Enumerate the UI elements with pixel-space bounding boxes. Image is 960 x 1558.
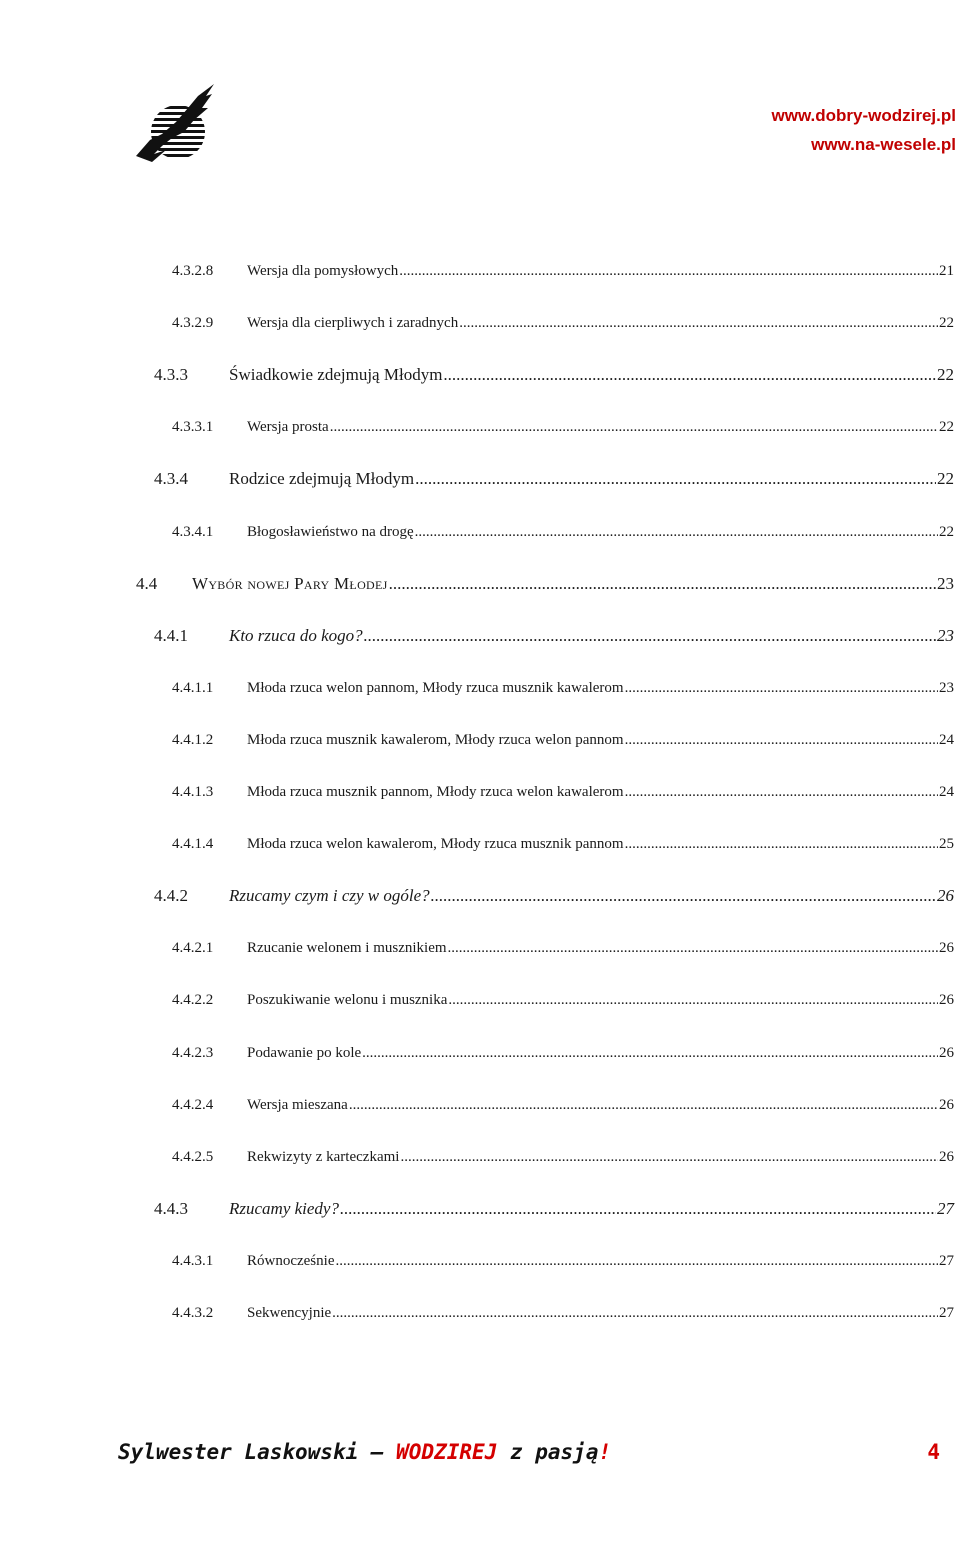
toc-entry-title: Młoda rzuca welon pannom, Młody rzuca musznik kawalerom [247, 679, 624, 696]
toc-dot-leader [362, 1042, 938, 1064]
toc-entry[interactable] [172, 521, 954, 543]
toc-entry-page: 22 [937, 469, 954, 489]
toc-entry-number: 4.4 [136, 573, 158, 593]
toc-entry-page: 24 [939, 784, 954, 800]
toc-entry-title: Młoda rzuca musznik pannom, Młody rzuca welon kawalerom [247, 784, 624, 800]
toc-entry-number: 4.3.3 [154, 365, 188, 385]
toc-dot-leader [332, 1302, 938, 1324]
toc-entry-page: 23 [939, 679, 954, 696]
toc-dot-leader [389, 573, 936, 595]
toc-dot-leader [349, 1094, 938, 1116]
toc-dot-leader [364, 625, 936, 647]
toc-entry[interactable] [172, 1302, 954, 1324]
toc-entry-number: 4.4.3 [154, 1198, 188, 1218]
toc-entry-number: 4.4.3.2 [172, 1305, 214, 1321]
toc-entry-title: Rzucanie welonem i musznikiem [247, 940, 447, 957]
toc-dot-leader [400, 1146, 938, 1168]
toc-entry-number: 4.4.3.1 [172, 1252, 214, 1269]
toc-entry[interactable] [154, 1198, 954, 1220]
toc-entry-page: 26 [939, 1148, 954, 1165]
toc-entry-page: 21 [939, 263, 954, 279]
toc-entry[interactable] [172, 1250, 954, 1272]
toc-entry-title: Wersja dla cierpliwych i zaradnych [247, 315, 459, 332]
toc-entry-number: 4.3.2.9 [172, 315, 214, 332]
toc-entry[interactable] [172, 1042, 954, 1064]
toc-entry-title: Rzucamy czym i czy w ogóle? [229, 886, 430, 906]
toc-entry-title: Kto rzuca do kogo? [229, 625, 363, 645]
toc-entry-title: Wersja mieszana [247, 1096, 348, 1113]
toc-entry-number: 4.4.1.2 [172, 731, 214, 748]
toc-entry-title: Podawanie po kole [247, 1044, 362, 1061]
footer-author: Sylwester Laskowski – [118, 1440, 397, 1464]
toc-dot-leader [625, 677, 938, 699]
toc-dot-leader [448, 937, 938, 959]
toc-entry-title: Poszukiwanie welonu i musznika [247, 992, 448, 1009]
toc-entry[interactable] [172, 937, 954, 959]
toc-entry-page: 22 [939, 419, 954, 436]
toc-entry[interactable] [172, 416, 954, 438]
toc-entry-page: 24 [939, 731, 954, 748]
toc-dot-leader [415, 468, 936, 490]
toc-entry[interactable] [154, 625, 954, 647]
toc-dot-leader [625, 781, 938, 803]
toc-entry-title: Błogosławieństwo na drogę [247, 523, 414, 540]
toc-entry-page: 26 [937, 886, 954, 906]
toc-entry[interactable] [172, 260, 954, 282]
toc-entry-page: 26 [939, 940, 954, 957]
toc-dot-leader [340, 1198, 936, 1220]
toc-entry[interactable] [172, 1146, 954, 1168]
toc-entry[interactable] [172, 833, 954, 855]
toc-dot-leader [448, 989, 938, 1011]
toc-entry-number: 4.4.2.5 [172, 1148, 214, 1165]
toc-entry-number: 4.3.2.8 [172, 263, 214, 279]
toc-entry-number: 4.4.2.2 [172, 992, 214, 1009]
toc-entry-number: 4.3.3.1 [172, 419, 214, 436]
header-site-links [772, 101, 957, 159]
toc-entry[interactable] [172, 1094, 954, 1116]
toc-entry[interactable] [172, 989, 954, 1011]
toc-entry-number: 4.3.4 [154, 469, 188, 489]
toc-entry-page: 23 [937, 625, 954, 645]
toc-dot-leader [443, 364, 936, 386]
site-link-na-wesele[interactable]: www.na-wesele.pl [811, 135, 956, 154]
toc-entry-title: Rodzice zdejmują Młodym [229, 469, 415, 489]
toc-dot-leader [415, 521, 938, 543]
footer-exclamation: ! [598, 1440, 612, 1464]
toc-entry-page: 22 [939, 523, 954, 540]
footer-signature [118, 1440, 611, 1464]
toc-entry-page: 23 [937, 573, 954, 593]
toc-entry-page: 26 [939, 992, 954, 1009]
toc-entry[interactable] [154, 364, 954, 386]
toc-entry-number: 4.4.1 [154, 625, 188, 645]
toc-entry[interactable] [172, 729, 954, 751]
toc-entry-page: 26 [939, 1096, 954, 1113]
toc-entry-number: 4.3.4.1 [172, 523, 214, 540]
footer-brand: WODZIREJ [396, 1440, 498, 1464]
toc-entry-number: 4.4.2 [154, 886, 188, 906]
toc-dot-leader [330, 416, 938, 438]
toc-entry-title: Młoda rzuca welon kawalerom, Młody rzuca musznik pannom [247, 836, 624, 853]
toc-entry-title: Świadkowie zdejmują Młodym [229, 365, 443, 385]
toc-entry-number: 4.4.1.4 [172, 836, 214, 853]
footer-tagline: z pasją [497, 1440, 599, 1464]
toc-entry-page: 27 [939, 1305, 954, 1321]
toc-entry-title: Sekwencyjnie [247, 1305, 332, 1321]
toc-entry-title: Wybór nowej Pary Młodej [192, 573, 388, 593]
toc-entry-page: 22 [939, 315, 954, 332]
toc-entry-page: 27 [939, 1252, 954, 1269]
toc-entry-title: Wersja dla pomysłowych [247, 263, 399, 279]
toc-entry-page: 25 [939, 836, 954, 853]
toc-entry[interactable] [172, 781, 954, 803]
toc-entry-number: 4.4.2.4 [172, 1096, 214, 1113]
toc-entry-page: 26 [939, 1044, 954, 1061]
toc-entry-number: 4.4.1.1 [172, 679, 214, 696]
toc-dot-leader [459, 312, 938, 334]
toc-entry-page: 22 [937, 365, 954, 385]
toc-entry-title: Rekwizyty z karteczkami [247, 1148, 400, 1165]
toc-entry-title: Równocześnie [247, 1252, 335, 1269]
toc-dot-leader [335, 1250, 938, 1272]
eagle-sun-logo-icon [132, 82, 220, 164]
toc-entry[interactable] [172, 312, 954, 334]
toc-dot-leader [625, 729, 938, 751]
toc-entry-number: 4.4.1.3 [172, 784, 214, 800]
toc-entry-number: 4.4.2.1 [172, 940, 214, 957]
toc-entry-title: Wersja prosta [247, 419, 329, 436]
site-link-dobry-wodzirej[interactable]: www.dobry-wodzirej.pl [771, 106, 956, 125]
toc-entry-title: Rzucamy kiedy? [229, 1198, 339, 1218]
toc-entry[interactable] [154, 468, 954, 490]
toc-dot-leader [625, 833, 938, 855]
toc-dot-leader [431, 885, 936, 907]
toc-entry[interactable] [154, 885, 954, 907]
toc-entry[interactable] [172, 677, 954, 699]
toc-entry[interactable] [136, 573, 954, 595]
toc-entry-number: 4.4.2.3 [172, 1044, 214, 1061]
toc-entry-page: 27 [937, 1198, 954, 1218]
page-number: 4 [927, 1440, 940, 1464]
toc-entry-title: Młoda rzuca musznik kawalerom, Młody rzuca welon pannom [247, 731, 624, 748]
toc-dot-leader [399, 260, 938, 282]
